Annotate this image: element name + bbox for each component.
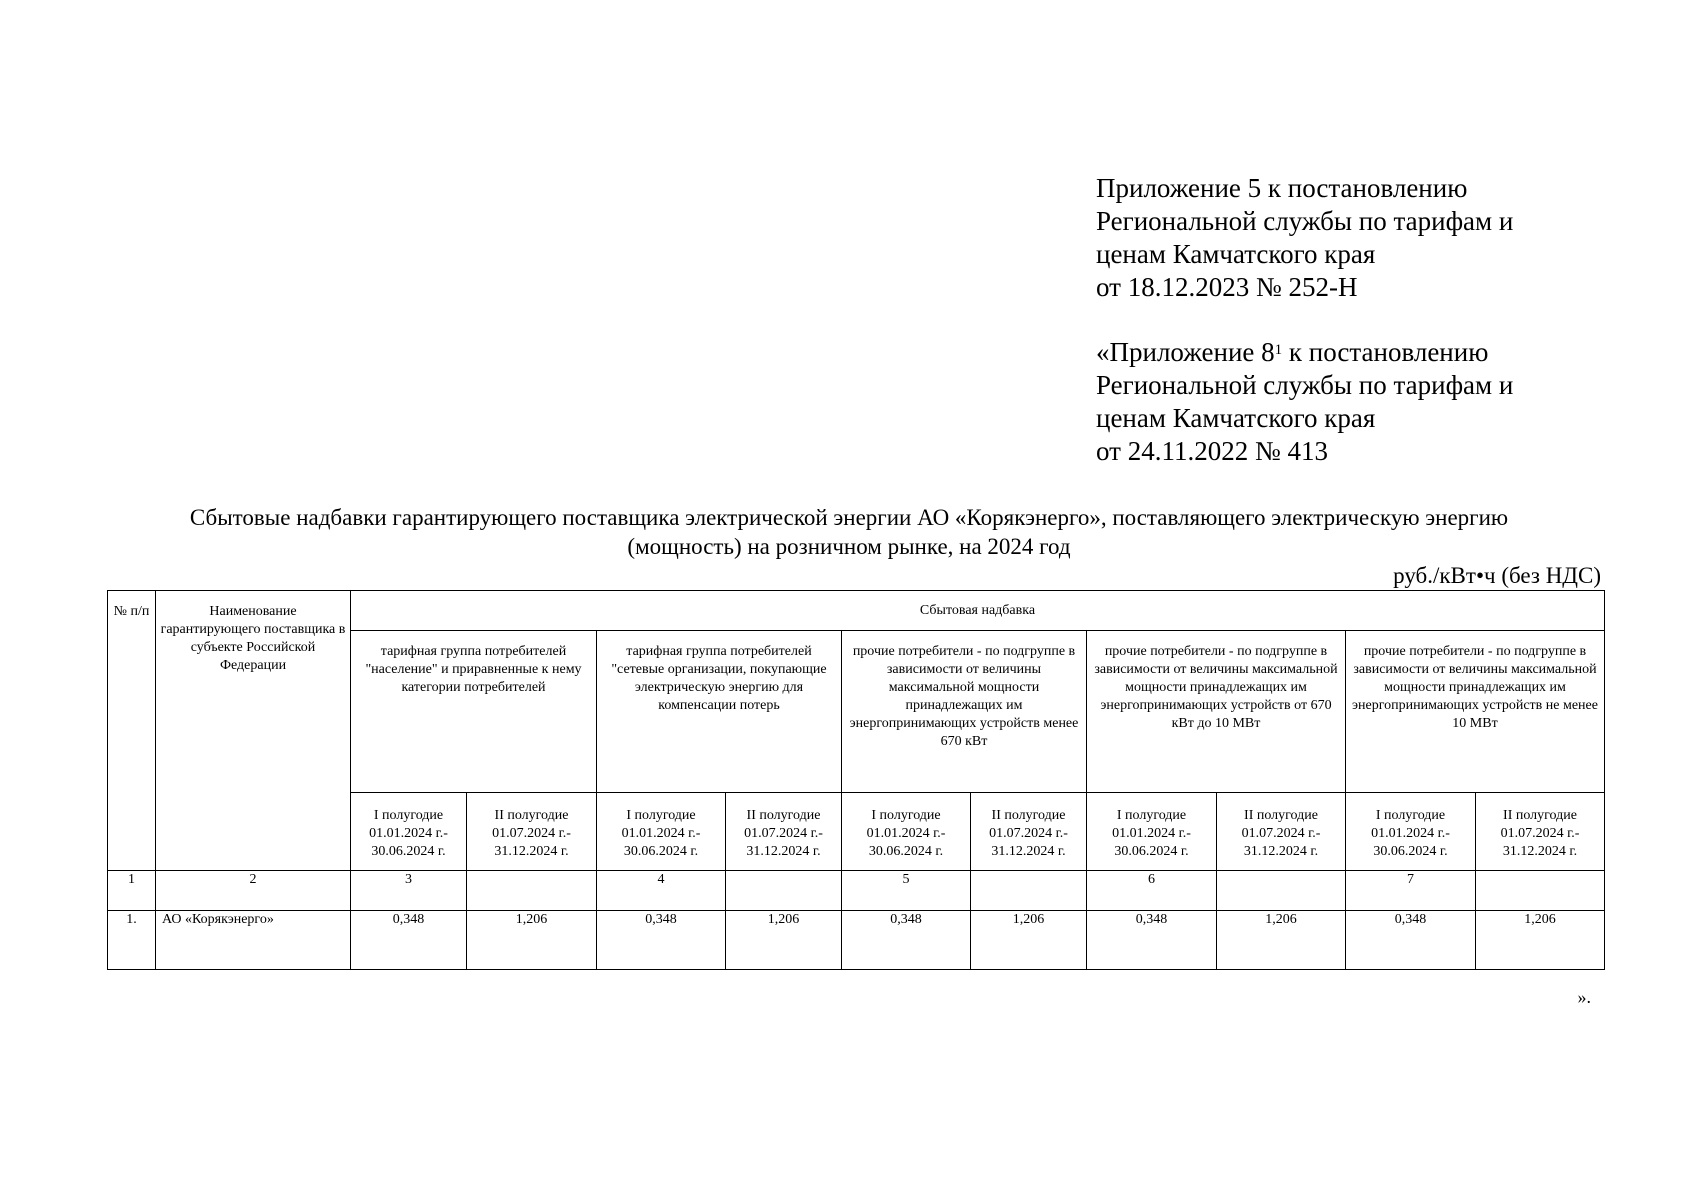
header-half1: I полугодие 01.01.2024 г.- 30.06.2024 г.	[1087, 793, 1217, 871]
column-number	[467, 871, 597, 911]
row-number: 1.	[108, 911, 156, 970]
header-half1: I полугодие 01.01.2024 г.- 30.06.2024 г.	[842, 793, 971, 871]
appendix-line-prefix: «Приложение 8	[1096, 337, 1275, 367]
surcharge-value: 1,206	[1476, 911, 1605, 970]
appendix-line: от 24.11.2022 № 413	[1096, 436, 1328, 466]
appendix-line: Региональной службы по тарифам и	[1096, 206, 1514, 236]
units-label: руб./кВт•ч (без НДС)	[1393, 563, 1601, 588]
column-number: 1	[108, 871, 156, 911]
header-group-population: тарифная группа потребителей "население" и приравненные к нему категории потребителей	[351, 631, 597, 793]
surcharge-value: 0,348	[1346, 911, 1476, 970]
column-number	[726, 871, 842, 911]
header-half2: II полугодие 01.07.2024 г.- 31.12.2024 г.	[971, 793, 1087, 871]
supplier-name: АО «Корякэнерго»	[156, 911, 351, 970]
header-half2: II полугодие 01.07.2024 г.- 31.12.2024 г.	[467, 793, 597, 871]
header-half2: II полугодие 01.07.2024 г.- 31.12.2024 г.	[1476, 793, 1605, 871]
header-half2: II полугодие 01.07.2024 г.- 31.12.2024 г.	[1217, 793, 1346, 871]
column-number: 5	[842, 871, 971, 911]
header-half2: II полугодие 01.07.2024 г.- 31.12.2024 г.	[726, 793, 842, 871]
surcharge-value: 1,206	[726, 911, 842, 970]
surcharge-value: 0,348	[351, 911, 467, 970]
header-number: № п/п	[108, 591, 156, 871]
document-title	[100, 503, 1598, 561]
header-group-over-10mw: прочие потребители - по подгруппе в зависимости от величины максимальной мощности принадлежащих им энергопринимающих устройств не менее 10 МВт	[1346, 631, 1605, 793]
appendix-block-current	[1096, 172, 1513, 304]
table-row	[108, 911, 1605, 970]
column-number: 2	[156, 871, 351, 911]
document-title-line: Сбытовые надбавки гарантирующего поставщика электрической энергии АО «Корякэнерго», поставляющего электрическую энергию	[189, 505, 1509, 530]
column-number: 3	[351, 871, 467, 911]
column-number	[971, 871, 1087, 911]
surcharge-value: 1,206	[467, 911, 597, 970]
document-title-line: (мощность) на розничном рынке, на 2024 год	[627, 534, 1071, 559]
column-number: 7	[1346, 871, 1476, 911]
surcharge-value: 0,348	[597, 911, 726, 970]
header-supplier-name: Наименование гарантирующего поставщика в субъекте Российской Федерации	[156, 591, 351, 871]
surcharge-value: 1,206	[1217, 911, 1346, 970]
header-half1: I полугодие 01.01.2024 г.- 30.06.2024 г.	[351, 793, 467, 871]
surcharge-value: 0,348	[842, 911, 971, 970]
header-half1: I полугодие 01.01.2024 г.- 30.06.2024 г.	[1346, 793, 1476, 871]
appendix-superscript: 1	[1274, 342, 1283, 358]
appendix-line: Региональной службы по тарифам и	[1096, 370, 1514, 400]
appendix-line: ценам Камчатского края	[1096, 403, 1376, 433]
surcharge-value: 0,348	[1087, 911, 1217, 970]
header-surcharge: Сбытовая надбавка	[351, 591, 1605, 631]
closing-quote: ».	[1577, 987, 1591, 1007]
header-group-grid-orgs: тарифная группа потребителей "сетевые организации, покупающие электрическую энергию для компенсации потерь	[597, 631, 842, 793]
appendix-line: ценам Камчатского края	[1096, 239, 1376, 269]
column-numbering-row	[108, 871, 1605, 911]
header-group-670kw-10mw: прочие потребители - по подгруппе в зависимости от величины максимальной мощности принадлежащих им энергопринимающих устройств от 670 кВт до 10 МВт	[1087, 631, 1346, 793]
header-row	[108, 591, 1605, 631]
column-number	[1217, 871, 1346, 911]
appendix-line: Приложение 5 к постановлению	[1096, 173, 1468, 203]
column-number	[1476, 871, 1605, 911]
appendix-line-suffix: к постановлению	[1282, 337, 1489, 367]
surcharge-value: 1,206	[971, 911, 1087, 970]
appendix-line: от 18.12.2023 № 252-Н	[1096, 272, 1358, 302]
header-half1: I полугодие 01.01.2024 г.- 30.06.2024 г.	[597, 793, 726, 871]
appendix-line	[1096, 336, 1513, 369]
appendix-block-amended	[1096, 336, 1513, 468]
appendix-header	[1096, 172, 1513, 468]
surcharge-table	[107, 590, 1605, 970]
column-number: 4	[597, 871, 726, 911]
header-group-under-670kw: прочие потребители - по подгруппе в зависимости от величины максимальной мощности принадлежащих им энергопринимающих устройств менее 670 кВт	[842, 631, 1087, 793]
column-number: 6	[1087, 871, 1217, 911]
